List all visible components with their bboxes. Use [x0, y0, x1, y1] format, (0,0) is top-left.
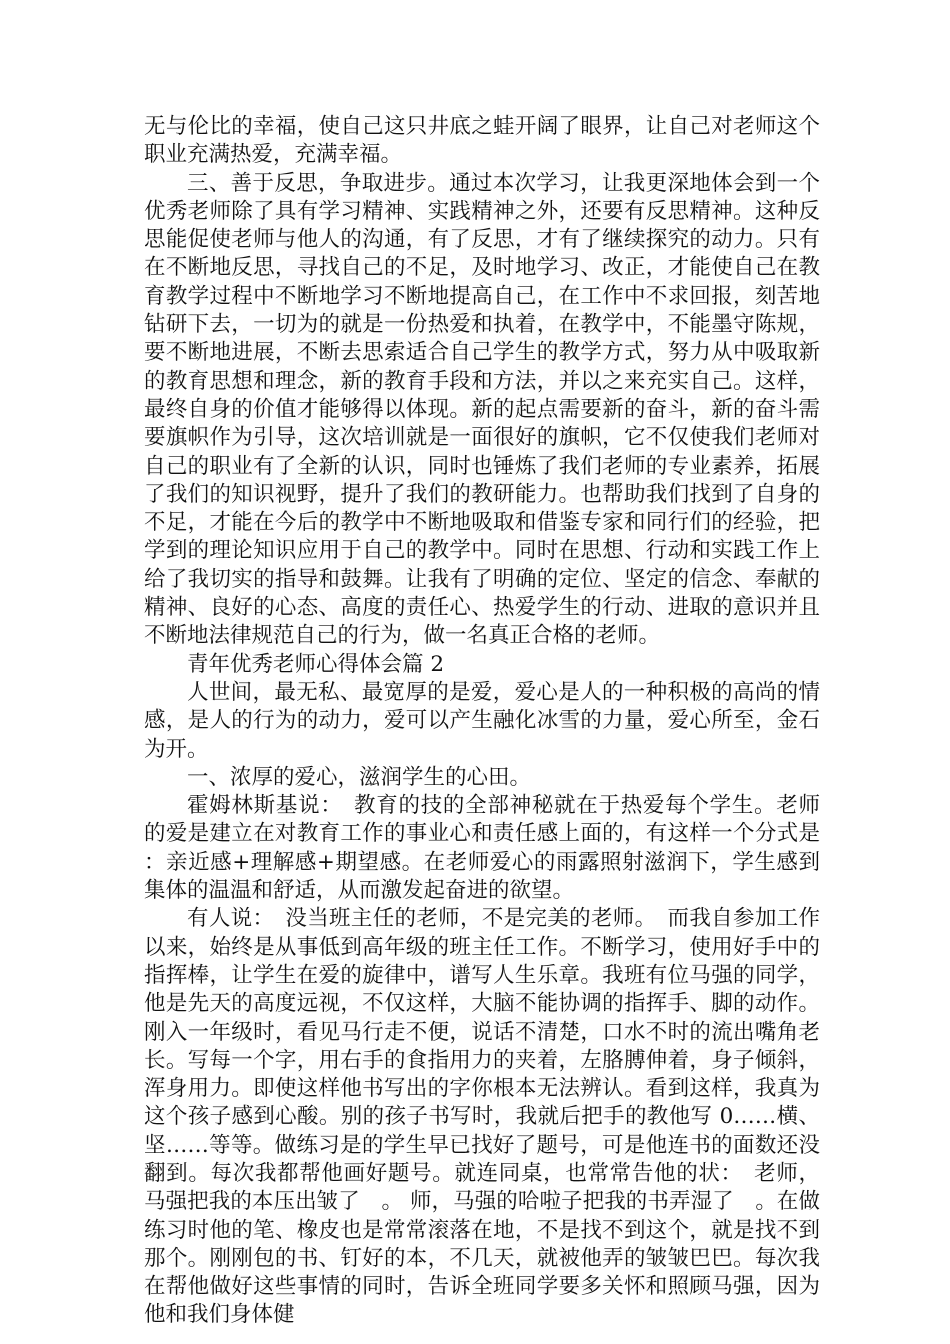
- paragraph-story: 有人说： 没当班主任的老师，不是完美的老师。 而我自参加工作以来，始终是从事低到高年级的班主任工作。不断学习，使用好手中的指挥棒，让学生在爱的旋律中，谱写人生乐章。我班有位马强的同学，他是先天的高度远视，不仅这样，大脑不能协调的指挥手、脚的动作。刚入一年级时，看见马行走不便，说话不清楚，口水不时的流出嘴角老长。写每一个字，用右手的食指用力的夹着，左胳膊伸着，身子倾斜，浑身用力。即使这样他书写出的字你根本无法辨认。看到这样，我真为这个孩子感到心酸。别的孩子书写时，我就后把手的教他写 0……横、坚……等等。做练习是的学生早已找好了题号，可是他连书的面数还没翻到。每次我都帮他画好题号。就连同桌，也常常告他的状： 老师，马强把我的本压出皱了 。 师，马强的哈啦子把我的书弄湿了 。在做练习时他的笔、橡皮也是常常滚落在地，不是找不到这个，就是找不到那个。刚刚包的书、钉好的本，不几天，就被他弄的皱皱巴巴。每次我在帮他做好这些事情的同时，告诉全班同学要多关怀和照顾马强，因为他和我们身体健: [144, 906, 820, 1328]
- paragraph-quote: 霍姆林斯基说： 教育的技的全部神秘就在于热爱每个学生。老师的爱是建立在对教育工作的事业心和责任感上面的，有这样一个分式是：亲近感+理解感+期望感。在老师爱心的雨露照射滋润下，学生感到集体的温温和舒适，从而激发起奋进的欲望。: [144, 793, 820, 904]
- document-page: [144, 113, 820, 1330]
- paragraph-closing-previous: 无与伦比的幸福，使自己这只井底之蛙开阔了眼界，让自己对老师这个职业充满热爱，充满幸福。: [144, 114, 820, 168]
- paragraph-intro-love: 人世间，最无私、最宽厚的是爱，爱心是人的一种积极的高尚的情感，是人的行为的动力，爱可以产生融化冰雪的力量，爱心所至，金石为开。: [144, 679, 820, 762]
- section-title: 青年优秀老师心得体会篇 2: [187, 651, 445, 677]
- paragraph-reflection: 三、善于反思，争取进步。通过本次学习，让我更深地体会到一个优秀老师除了具有学习精神、实践精神之外，还要有反思精神。这种反思能促使老师与他人的沟通，有了反思，才有了继续探究的动力。只有在不断地反思，寻找自己的不足，及时地学习、改正，才能使自己在教育教学过程中不断地学习不断地提高自己，在工作中不求回报，刻苦地钻研下去，一切为的就是一份热爱和执着，在教学中，不能墨守陈规，要不断地进展，不断去思索适合自己学生的教学方式，努力从中吸取新的教育思想和理念，新的教育手段和方法，并以之来充实自己。这样，最终自身的价值才能够得以体现。新的起点需要新的奋斗，新的奋斗需要旗帜作为引导，这次培训就是一面很好的旗帜，它不仅使我们老师对自己的职业有了全新的认识，同时也锤炼了我们老师的专业素养，拓展了我们的知识视野，提升了我们的教研能力。也帮助我们找到了自身的不足，才能在今后的教学中不断地吸取和借鉴专家和同行们的经验，把学到的理论知识应用于自己的教学中。同时在思想、行动和实践工作上给了我切实的指导和鼓舞。让我有了明确的定位、坚定的信念、奉献的精神、良好的心态、高度的责任心、热爱学生的行动、进取的意识并且不断地法律规范自己的行为，做一名真正合格的老师。: [144, 170, 820, 649]
- subsection-heading: 一、浓厚的爱心，滋润学生的心田。: [187, 764, 532, 790]
